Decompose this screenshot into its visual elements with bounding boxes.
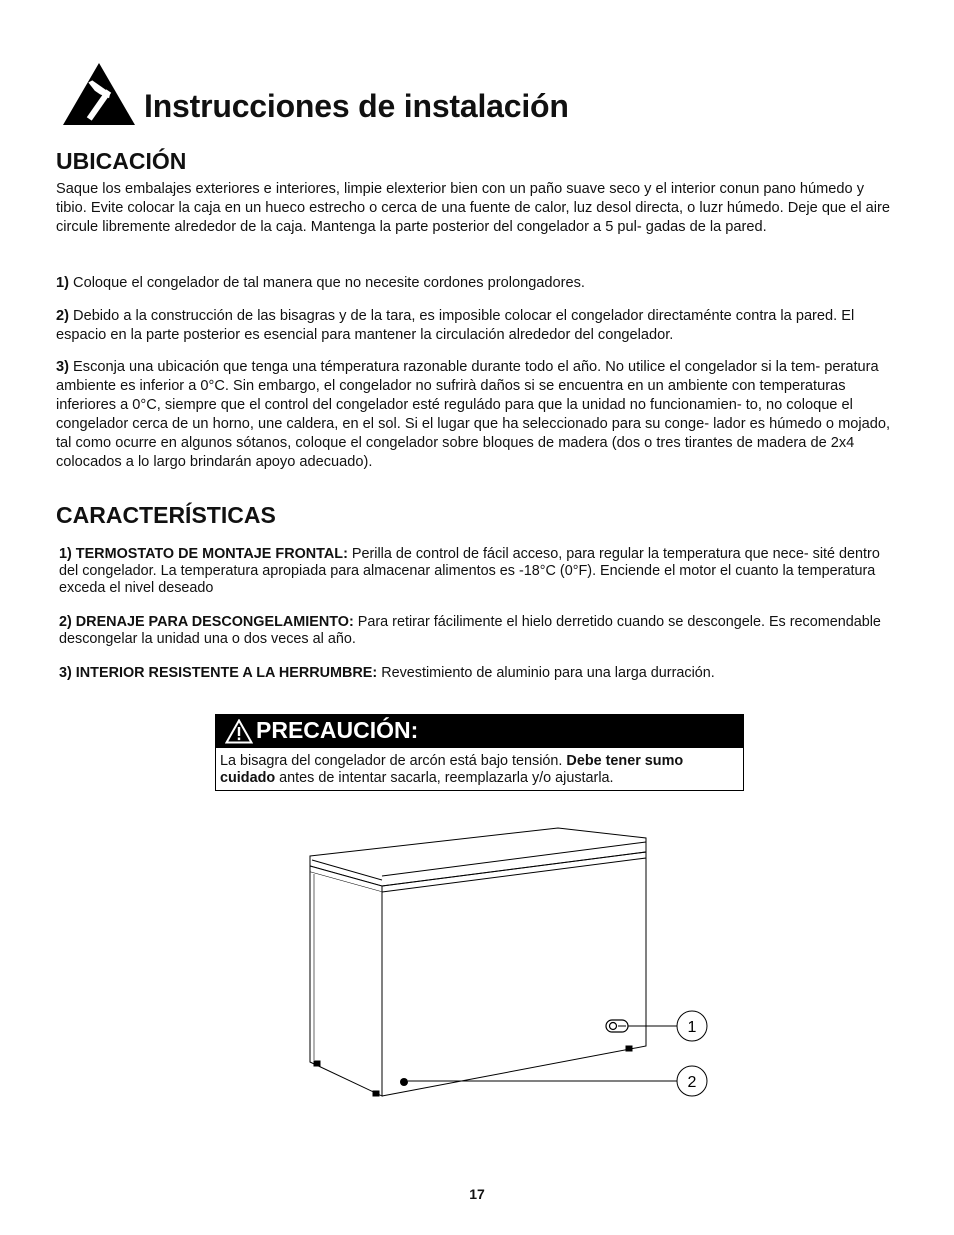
feature-label: 2) DRENAJE PARA DESCONGELAMIENTO: (59, 614, 354, 630)
freezer-cabinet (310, 872, 382, 1096)
section-heading-ubicacion: UBICACIÓN (56, 148, 187, 174)
ubicacion-item (56, 274, 898, 293)
drain-plug (400, 1078, 408, 1086)
feature-item (59, 546, 889, 597)
feature-text: Perilla de control de fácil acceso, para regular la temperatura que nece- sité dentro del congelador. La temperatura apropiada para almacenar alimentos es -18°C (0°F). Enciende el motor el cuanto la temperatura exceda el nivel deseado (59, 546, 880, 596)
item-text: Debido a la construcción de las bisagras y de la tara, es imposible colocar el congelador directaménte contra la pared. El espacio en la parte posterior es esencial para mantener la circulación alrededor del congelador. (56, 308, 855, 343)
caution-title: PRECAUCIÓN: (256, 717, 419, 743)
item-number: 1) (56, 275, 69, 291)
warning-icon (225, 719, 253, 744)
ubicacion-intro: Saque los embalajes exteriores e interiores, limpie elexterior bien con un paño suave seco y el interior conun pano húmedo y tibio. Evite colocar la caja en un hueco estrecho o cerca de una fuente de calor, luz desol directa, o luzr húmedo. Deje que el aire circule libremente alrededor de la caja. Mantenga la parte posterior del congelador a 5 pul- gadas de la pared. (56, 181, 890, 235)
callout-1: 1 (687, 1019, 697, 1036)
feature-text: Revestimiento de aluminio para una larga durración. (377, 665, 715, 681)
callout-2: 2 (687, 1074, 697, 1091)
hammer-warning-icon (62, 62, 136, 126)
thermostat-knob (606, 1020, 628, 1032)
ubicacion-item (56, 358, 898, 472)
page-title: Instrucciones de instalación (144, 88, 569, 124)
page-number: 17 (469, 1186, 485, 1202)
ubicacion-item (56, 307, 898, 345)
caution-header (216, 715, 743, 748)
feature-label: 3) INTERIOR RESISTENTE A LA HERRUMBRE: (59, 665, 378, 681)
feature-item (59, 614, 889, 648)
item-number: 2) (56, 308, 69, 324)
item-text: Coloque el congelador de tal manera que no necesite cordones prolongadores. (68, 275, 585, 291)
freezer-lid (310, 828, 646, 886)
caution-box (215, 714, 744, 791)
feature-item (59, 665, 889, 682)
chest-freezer-diagram (300, 820, 720, 1110)
item-text: Esconja una ubicación que tenga una témperatura razonable durante todo el año. No utilice el congelador si la tem- peratura ambiente es inferior a 0°C. Sin embargo, el congelador no sufrirà daños si se encuentra en un ambiente con temperaturas inferiores a 0°C, siempre que el control del congelador esté reguládo para que la unidad no funcionamien- to, no coloque el congelador cerca de un horno, une caldera, en el sol. Si el lugar que ha seleccionado para su conge- lador es húmedo o mojado, tal como ocurre en algunos sótanos, coloque el congelador sobre bloques de madera (dos o tres tirantes de madera de 2x4 colocados a lo largo brindarán apoyo adecuado). (56, 359, 891, 470)
feature-text: Para retirar fácilimente el hielo derretido cuando se descongele. Es recomendable descongelar la unidad una o dos veces al año. (59, 614, 881, 647)
feature-label: 1) TERMOSTATO DE MONTAJE FRONTAL: (59, 546, 348, 562)
section-heading-caracteristicas: CARACTERÍSTICAS (56, 502, 276, 528)
caution-text: La bisagra del congelador de arcón está bajo tensión. Debe tener sumo cuidado antes de intentar sacarla, reemplazarla y/o ajustarla. (216, 748, 743, 787)
item-number: 3) (56, 359, 69, 375)
